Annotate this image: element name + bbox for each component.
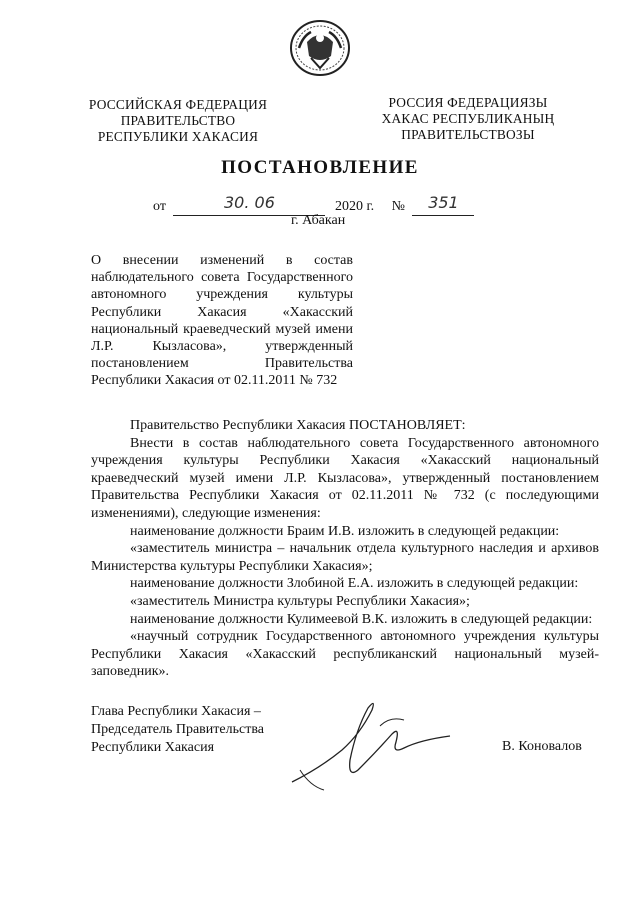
subject-line: Республики Хакасия от 02.11.2011 № 732 xyxy=(91,373,338,389)
subject-block xyxy=(91,252,353,390)
date-prefix: от xyxy=(153,199,166,214)
decree-line: Правительство Республики Хакасия ПОСТАНОВЛЯЕТ: xyxy=(130,418,466,433)
signatory-name: В. Коновалов xyxy=(502,739,582,754)
header-left-line: РОССИЙСКАЯ ФЕДЕРАЦИЯ xyxy=(88,97,268,112)
document-title: ПОСТАНОВЛЕНИЕ xyxy=(221,157,419,178)
header-right xyxy=(362,95,574,143)
subject-line: автономного учреждения культуры xyxy=(91,287,353,303)
subject-line: О внесении изменений в состав xyxy=(91,253,353,268)
body-intro: Внести в состав наблюдательного совета Государственного автономного учреждения культуры Республики Хакасия «Хакасский национальный краеведческий музей имени Л.Р. Кызласова», утвержденный постановлением Правительства Республики Хакасия от 02.11.2011 № 732 (с последующими изменениями), следующие изменения: xyxy=(91,435,599,521)
body-item: наименование должности Злобиной Е.А. изложить в следующей редакции: xyxy=(130,576,579,592)
body-item: «заместитель министра – начальник отдела культурного наследия и архивов Министерства культуры Республики Хакасия»; xyxy=(91,541,599,574)
subject-line: постановлением Правительства xyxy=(91,356,353,372)
document-body xyxy=(91,417,599,681)
subject-line: национальный краеведческий музей имени xyxy=(91,321,353,337)
subject-line: Республики Хакасия «Хакасский xyxy=(91,304,353,320)
handwritten-signature xyxy=(280,690,470,800)
coat-of-arms-emblem xyxy=(287,18,353,78)
signatory-position-line: Председатель Правительства xyxy=(91,722,264,737)
header-left xyxy=(78,97,278,145)
signatory-position xyxy=(91,703,264,757)
date-year: 2020 г. xyxy=(334,199,375,214)
header-right-line: ХАКАС РЕСПУБЛИКАНЫҢ xyxy=(381,111,555,126)
subject-line: Л.Р. Кызласова», утвержденный xyxy=(91,338,353,354)
header-right-line: РОССИЯ ФЕДЕРАЦИЯЗЫ xyxy=(388,95,548,110)
body-item: «заместитель Министра культуры Республики Хакасия»; xyxy=(130,593,470,609)
number-field xyxy=(412,195,474,216)
body-item: «научный сотрудник Государственного автономного учреждения культуры Республики Хакасия «Хакасский республиканский национальный музей-заповедник». xyxy=(91,629,599,680)
signatory-position-line: Глава Республики Хакасия – xyxy=(91,704,261,719)
number-handwritten: 351 xyxy=(428,193,459,212)
header-left-line: РЕСПУБЛИКИ ХАКАСИЯ xyxy=(97,129,259,144)
date-handwritten: 30. 06 xyxy=(223,193,275,212)
signatory-position-line: Республики Хакасия xyxy=(91,740,215,755)
body-item: наименование должности Браим И.В. изложить в следующей редакции: xyxy=(130,523,560,539)
number-sign: № xyxy=(391,199,405,214)
body-item: наименование должности Кулимеевой В.К. изложить в следующей редакции: xyxy=(130,611,593,627)
header-left-line: ПРАВИТЕЛЬСТВО xyxy=(120,113,236,128)
header-right-line: ПРАВИТЕЛЬСТВОЗЫ xyxy=(401,127,535,142)
subject-line: наблюдательного совета Государственного xyxy=(91,270,353,286)
city: г. Абакан xyxy=(291,213,346,228)
